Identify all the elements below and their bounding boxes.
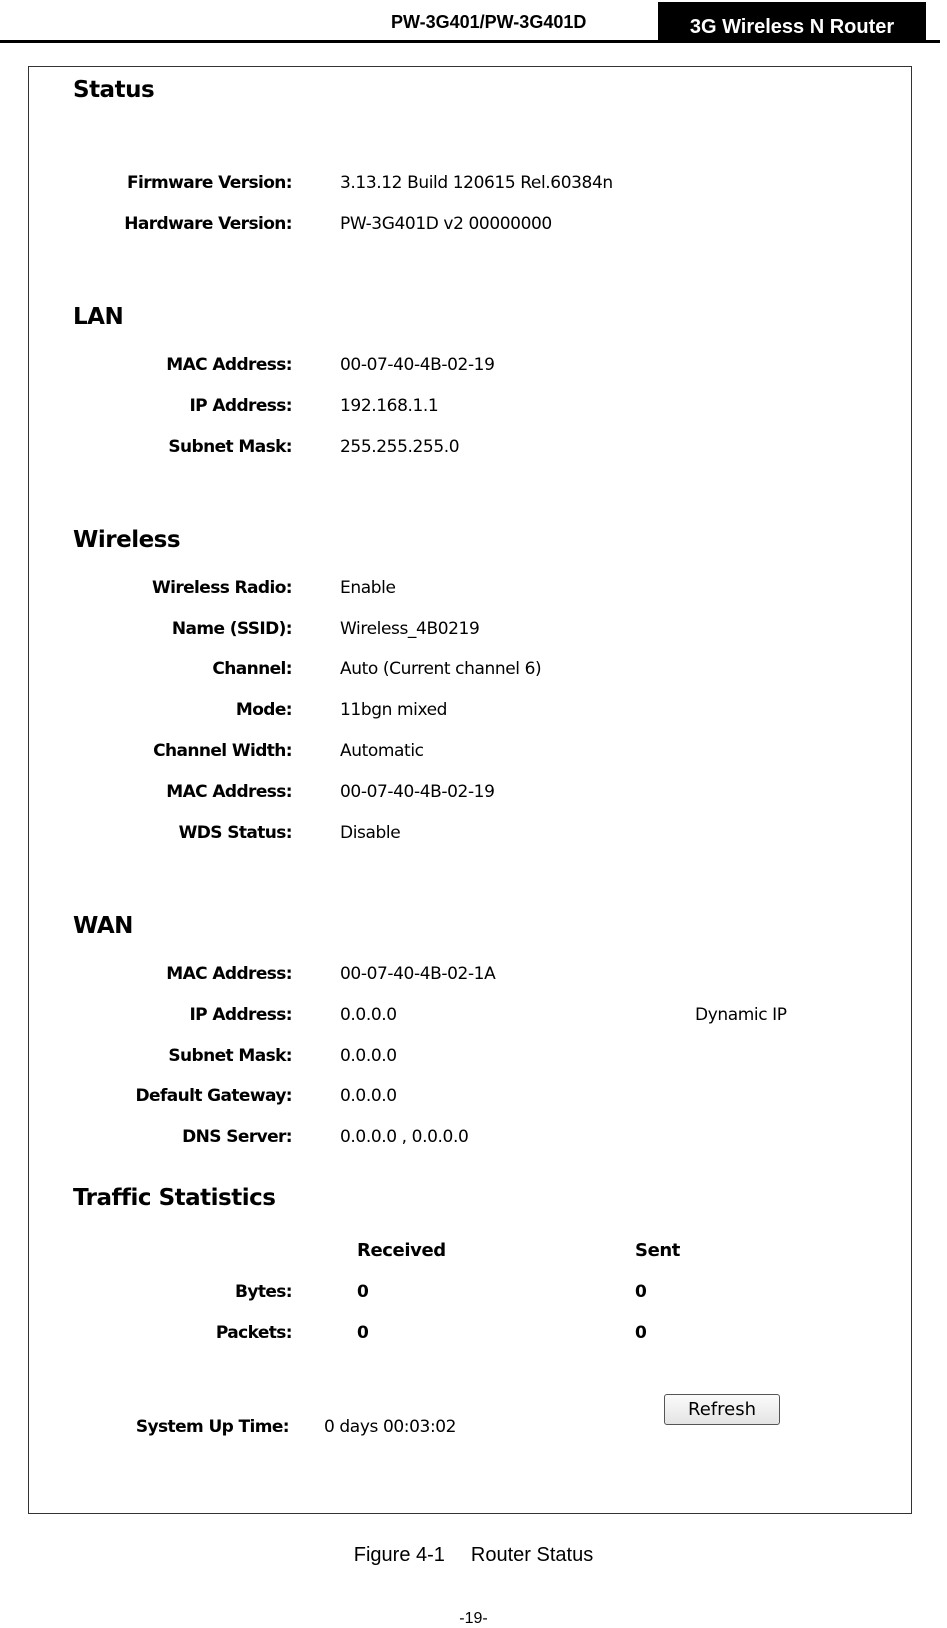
lan-mask-value: 255.255.255.0 xyxy=(340,437,460,457)
ssid-value: Wireless_4B0219 xyxy=(340,619,480,639)
figure-caption xyxy=(0,1544,947,1567)
uptime-label: System Up Time: xyxy=(135,1417,289,1437)
wan-connection-type: Dynamic IP xyxy=(695,1005,787,1025)
channel-value: Auto (Current channel 6) xyxy=(340,659,542,679)
wan-mac-value: 00-07-40-4B-02-1A xyxy=(340,964,496,984)
section-title-wan: WAN xyxy=(73,913,133,939)
hardware-version-value: PW-3G401D v2 00000000 xyxy=(340,214,552,234)
header-model: PW-3G401/PW-3G401D xyxy=(391,12,587,32)
figure-number: Figure 4-1 xyxy=(353,1544,445,1566)
section-title-wireless: Wireless xyxy=(73,527,181,553)
packets-label: Packets: xyxy=(215,1323,292,1343)
sent-column-header: Sent xyxy=(635,1240,680,1261)
figure-title: Router Status xyxy=(470,1544,594,1566)
header-product-tab xyxy=(658,2,926,40)
packets-received-value: 0 xyxy=(357,1323,369,1343)
received-column-header: Received xyxy=(357,1240,446,1261)
channel-width-value: Automatic xyxy=(340,741,424,761)
bytes-label: Bytes: xyxy=(234,1282,292,1302)
channel-label: Channel: xyxy=(212,659,292,679)
bytes-sent-value: 0 xyxy=(635,1282,647,1302)
section-title-status: Status xyxy=(73,77,155,103)
wds-status-value: Disable xyxy=(340,823,401,843)
wan-ip-value: 0.0.0.0 xyxy=(340,1005,397,1025)
section-title-lan: LAN xyxy=(73,304,124,330)
wds-status-label: WDS Status: xyxy=(178,823,292,843)
packets-sent-value: 0 xyxy=(635,1323,647,1343)
gateway-value: 0.0.0.0 xyxy=(340,1086,397,1106)
hardware-version-label: Hardware Version: xyxy=(124,214,292,234)
lan-ip-label: IP Address: xyxy=(189,396,292,416)
firmware-version-label: Firmware Version: xyxy=(126,173,292,193)
page-header xyxy=(0,0,947,44)
lan-mac-value: 00-07-40-4B-02-19 xyxy=(340,355,495,375)
wireless-mac-value: 00-07-40-4B-02-19 xyxy=(340,782,495,802)
dns-server-label: DNS Server: xyxy=(182,1127,292,1147)
dns-server-value: 0.0.0.0 , 0.0.0.0 xyxy=(340,1127,469,1147)
wireless-radio-label: Wireless Radio: xyxy=(151,578,292,598)
header-rule xyxy=(0,40,940,43)
firmware-version-value: 3.13.12 Build 120615 Rel.60384n xyxy=(340,173,613,193)
page-number: -19- xyxy=(459,1610,488,1627)
lan-ip-value: 192.168.1.1 xyxy=(340,396,439,416)
channel-width-label: Channel Width: xyxy=(153,741,292,761)
router-status-panel xyxy=(28,66,912,1514)
wireless-mac-label: MAC Address: xyxy=(166,782,292,802)
uptime-value: 0 days 00:03:02 xyxy=(324,1417,457,1437)
header-product-label: 3G Wireless N Router xyxy=(689,16,895,38)
wan-ip-label: IP Address: xyxy=(189,1005,292,1025)
ssid-label: Name (SSID): xyxy=(171,619,292,639)
wireless-radio-value: Enable xyxy=(340,578,396,598)
gateway-label: Default Gateway: xyxy=(135,1086,292,1106)
bytes-received-value: 0 xyxy=(357,1282,369,1302)
section-title-traffic: Traffic Statistics xyxy=(73,1185,276,1211)
wan-mac-label: MAC Address: xyxy=(166,964,292,984)
mode-label: Mode: xyxy=(235,700,292,720)
lan-mask-label: Subnet Mask: xyxy=(168,437,292,457)
refresh-button[interactable]: Refresh xyxy=(664,1394,780,1425)
wan-mask-value: 0.0.0.0 xyxy=(340,1046,397,1066)
lan-mac-label: MAC Address: xyxy=(166,355,292,375)
mode-value: 11bgn mixed xyxy=(340,700,448,720)
wan-mask-label: Subnet Mask: xyxy=(168,1046,292,1066)
